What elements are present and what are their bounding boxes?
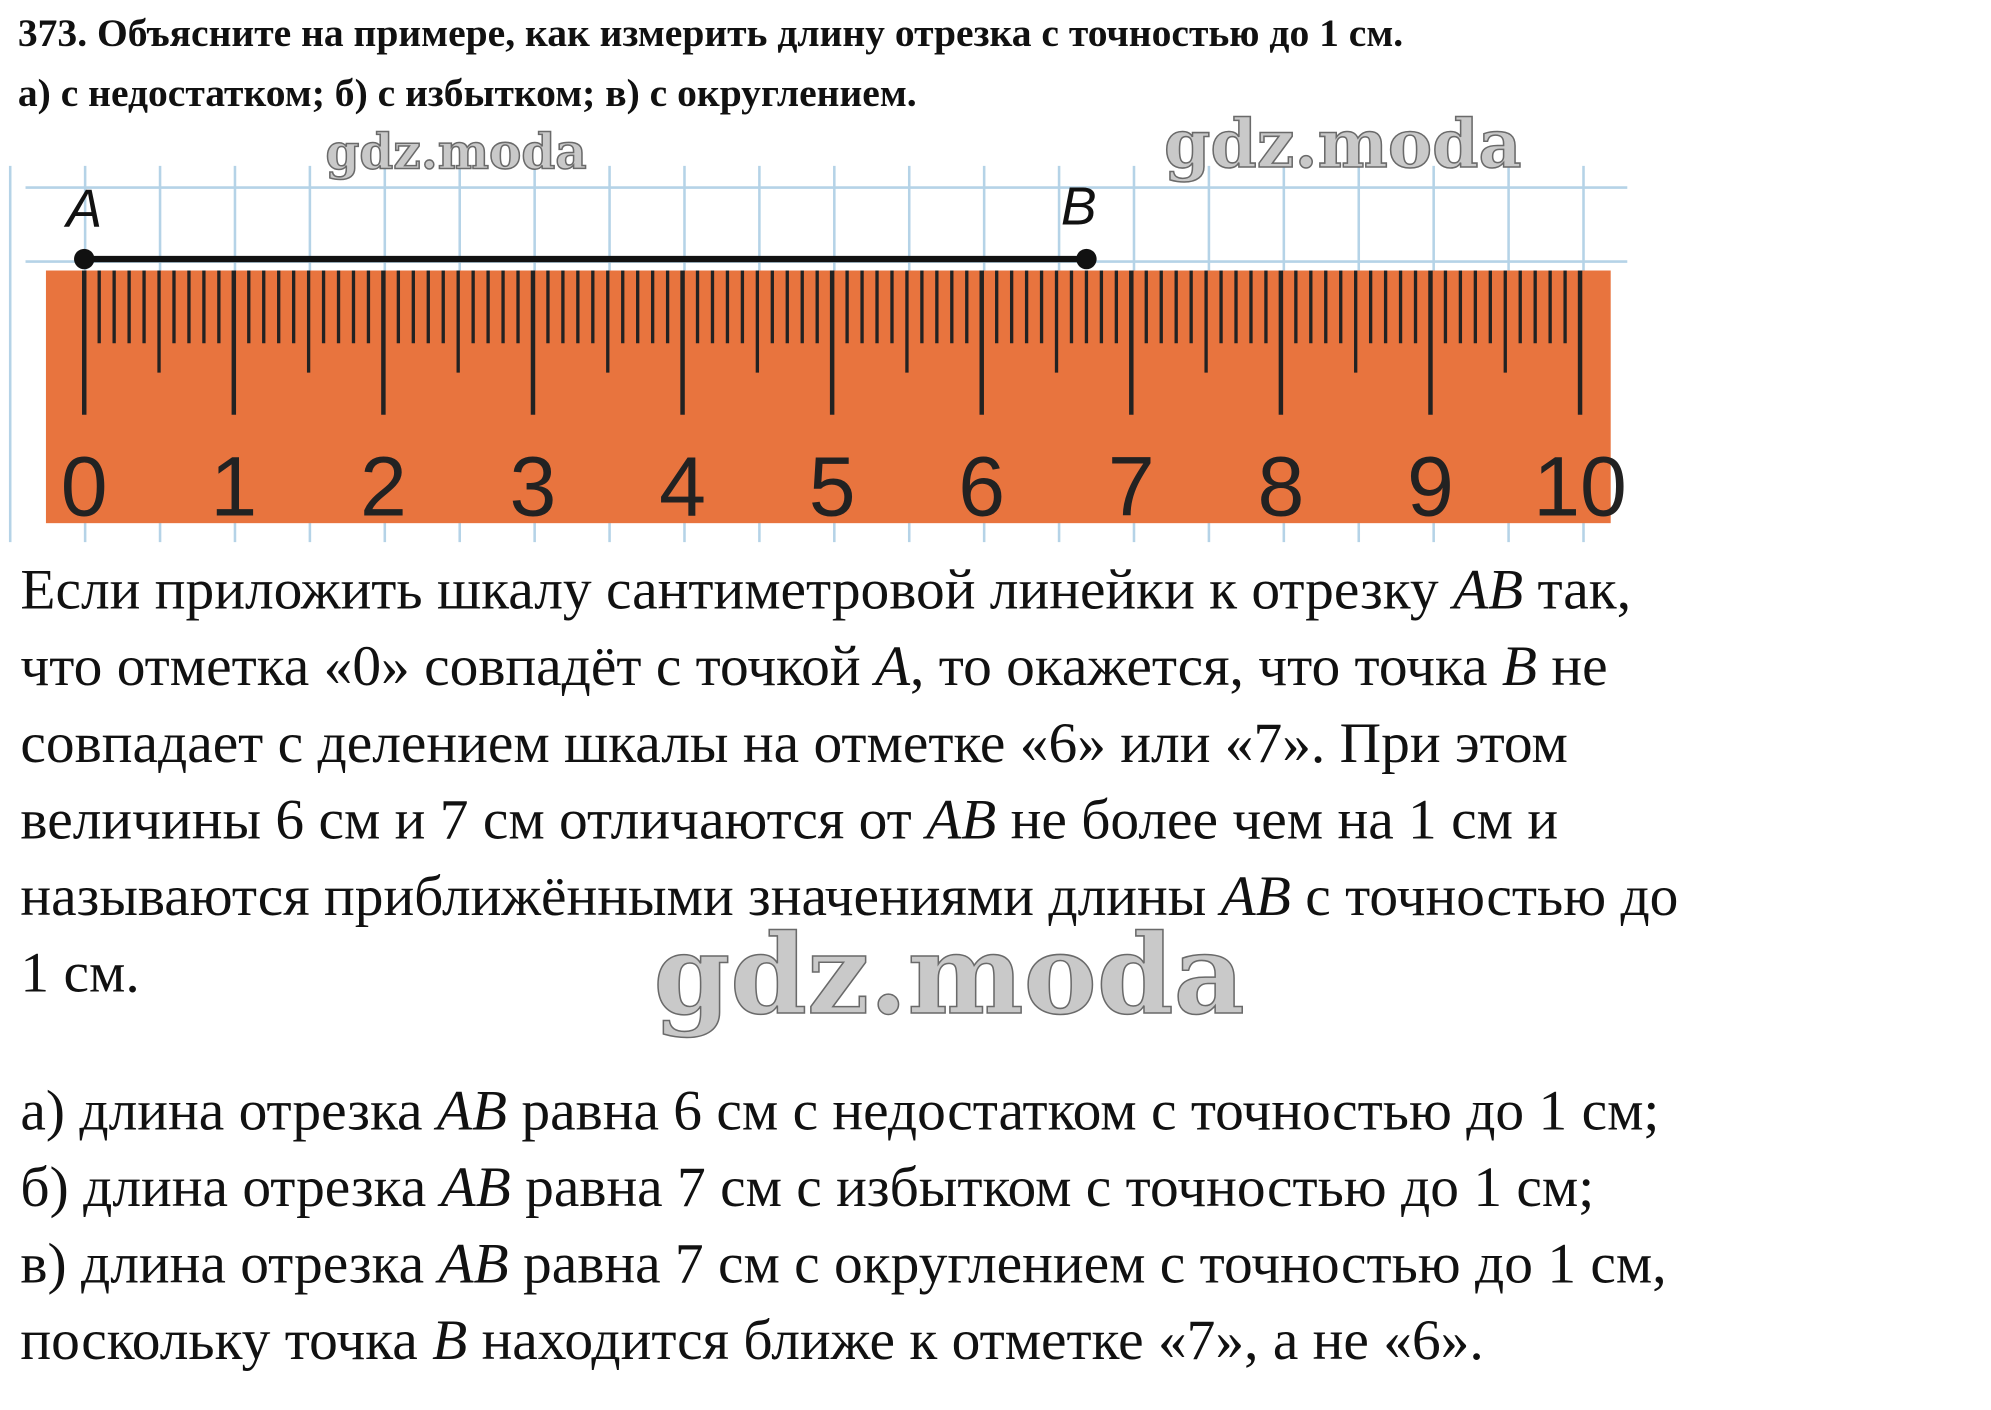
ruler-number: 9 bbox=[1407, 439, 1454, 534]
point-b-dot bbox=[1076, 249, 1096, 269]
explanation-line-2: что отметка «0» совпадёт с точкой A, то окажется, что точка B не bbox=[20, 634, 1608, 698]
answer-c: в) длина отрезка AB равна 7 см с округлением с точностью до 1 см, bbox=[20, 1231, 1667, 1296]
explanation-line-4: величины 6 см и 7 см отличаются от AB не более чем на 1 см и bbox=[20, 787, 1559, 852]
watermark-center: gdz.moda bbox=[653, 911, 1245, 1040]
explanation-line-3: совпадает с делением шкалы на отметке «6» или «7». При этом bbox=[20, 710, 1568, 775]
task-options: а) с недостатком; б) с избытком; в) с округлением. bbox=[17, 70, 917, 115]
point-a-label: A bbox=[66, 179, 103, 240]
ruler-figure bbox=[0, 0, 1659, 542]
task-heading: 373. Объясните на примере, как измерить длину отрезка с точностью до 1 см. bbox=[17, 10, 1404, 55]
ruler-number: 7 bbox=[1107, 439, 1155, 534]
ruler-number: 1 bbox=[210, 439, 258, 534]
explanation-line-6: 1 см. bbox=[20, 940, 140, 1005]
watermark-top-right: gdz.moda bbox=[1163, 105, 1522, 184]
ruler-number: 5 bbox=[808, 439, 856, 534]
answer-a: а) длина отрезка AB равна 6 см с недостатком с точностью до 1 см; bbox=[20, 1078, 1660, 1143]
ruler-number: 6 bbox=[958, 439, 1006, 534]
ruler-number: 8 bbox=[1257, 439, 1305, 534]
answer-b: б) длина отрезка AB равна 7 см с избытком с точностью до 1 см; bbox=[20, 1154, 1595, 1219]
explanation-line-1: Если приложить шкалу сантиметровой линейки к отрезку AB так, bbox=[20, 557, 1632, 622]
explanation-line-5: называются приближёнными значениями длины AB с точностью до bbox=[20, 863, 1679, 928]
ruler-number: 2 bbox=[359, 439, 407, 534]
answers-list bbox=[20, 1072, 1666, 1378]
point-b-label: B bbox=[1060, 176, 1097, 237]
answer-c-continued: поскольку точка B находится ближе к отметке «7», а не «6». bbox=[20, 1307, 1484, 1372]
ruler-number: 3 bbox=[509, 439, 557, 534]
ruler-number: 10 bbox=[1533, 439, 1627, 534]
ruler-number: 4 bbox=[659, 439, 706, 534]
ruler-number: 0 bbox=[60, 439, 108, 534]
point-a-dot bbox=[74, 249, 94, 269]
watermark-top-left: gdz.moda bbox=[325, 122, 587, 180]
